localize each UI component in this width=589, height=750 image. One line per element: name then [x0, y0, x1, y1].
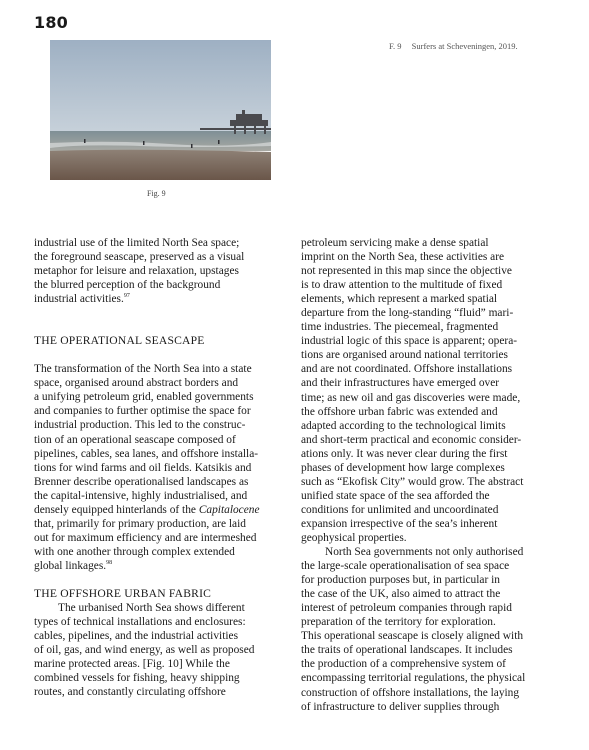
text-line: that, primarily for primary production, are laid	[34, 517, 246, 530]
sea	[50, 131, 271, 151]
text-line: industrial logic of this space is apparent; opera-	[301, 335, 518, 348]
text-line: the offshore urban fabric was extended and	[301, 405, 498, 418]
text-line: imprint on the North Sea, these activities are	[301, 251, 505, 264]
text-line: expansion irrespective of the sea’s inherent	[301, 517, 498, 530]
left-column	[34, 236, 296, 699]
text-line: types of technical installations and enclosures:	[34, 616, 246, 629]
text-line: Brenner describe operationalised landscapes as	[34, 475, 249, 488]
text-line: industrial use of the limited North Sea space;	[34, 237, 240, 249]
text-fragment: densely equipped hinterlands of the	[34, 503, 199, 516]
text-line	[34, 559, 296, 573]
text-line: petroleum servicing make a dense spatial	[301, 237, 489, 249]
text-line: construction of offshore installations, the laying	[301, 686, 520, 699]
text-line: such as “Ekofisk City” would grow. The abstract	[301, 475, 524, 488]
section-heading: THE OFFSHORE URBAN FABRIC	[34, 586, 212, 600]
right-column	[301, 236, 563, 714]
text-line: This operational seascape is closely aligned with	[301, 630, 524, 643]
text-line: the production of a comprehensive system of	[301, 658, 506, 671]
text-line: ations only. It was never clear during the first	[301, 447, 508, 460]
text-line	[34, 503, 296, 517]
text-line: the foreground seascape, preserved as a visual	[34, 251, 245, 264]
text-line: time; as new oil and gas discoveries were made,	[301, 391, 521, 404]
footnote-ref: 98	[106, 560, 113, 567]
figure-photo-beach-pier	[50, 40, 271, 180]
text-line: pipelines, cables, sea lanes, and offshore installa-	[34, 447, 259, 460]
text-line: is to draw attention to the multitude of fixed	[301, 279, 503, 292]
text-line: interest of petroleum companies through rapid	[301, 602, 512, 615]
section-heading: THE OPERATIONAL SEASCAPE	[34, 334, 205, 348]
beach	[50, 150, 271, 180]
text-line: the blurred perception of the background	[34, 279, 221, 292]
text-line: not represented in this map since the objective	[301, 265, 512, 278]
text-line: industrial production. This led to the construc-	[34, 419, 246, 432]
text-line: departure from the long-standing “fluid” mari-	[301, 307, 514, 320]
text-line: tions are organised around national territories	[301, 349, 508, 362]
text-line: with one another through complex extended	[34, 545, 235, 558]
text-fragment: global linkages.	[34, 559, 107, 572]
text-line: the capital-intensive, highly industrialised, and	[34, 489, 248, 502]
text-line: metaphor for leisure and relaxation, upstages	[34, 265, 239, 278]
text-line: conditions for unlimited and uncoordinated	[301, 503, 499, 516]
figure-label: Fig. 9	[147, 189, 166, 198]
figure-caption-number: F. 9	[389, 41, 402, 51]
text-line: preparation of the territory for exploration.	[301, 616, 496, 629]
photo-scene	[50, 40, 271, 180]
figure-caption	[389, 41, 518, 51]
text-line	[34, 292, 296, 306]
text-line: and short-term practical and economic consider-	[301, 433, 522, 446]
text-line: combined vessels for fishing, heavy shipping	[34, 672, 240, 685]
text-line: the case of the UK, also aimed to attract the	[301, 588, 501, 601]
text-line: for production purposes but, in particular in	[301, 574, 500, 587]
text-fragment: industrial activities.	[34, 293, 124, 306]
text-line: The transformation of the North Sea into a state	[34, 363, 252, 376]
text-line: routes, and constantly circulating offshore	[34, 686, 226, 699]
italic-term: Capitalocene	[198, 503, 260, 516]
text-line: marine protected areas. [Fig. 10] While the	[34, 658, 230, 671]
text-line: and are not coordinated. Offshore installations	[301, 363, 513, 376]
text-line: the traits of operational landscapes. It includes	[301, 644, 513, 657]
text-line: The urbanised North Sea shows different	[58, 602, 245, 615]
text-line: tion of an operational seascape composed of	[34, 433, 236, 446]
text-line: phases of development how large complexes	[301, 461, 505, 474]
text-line: encompassing territorial regulations, the physical	[301, 672, 526, 685]
page-number: 180	[34, 13, 68, 32]
figure-caption-text: Surfers at Scheveningen, 2019.	[411, 41, 518, 51]
text-line: adapted according to the technological limits	[301, 419, 506, 432]
text-line: elements, which represent a marked spatial	[301, 293, 498, 306]
text-line: North Sea governments not only authorised	[325, 546, 524, 559]
text-line: geophysical properties.	[301, 531, 407, 544]
text-line: unified state space of the sea afforded the	[301, 489, 490, 502]
text-line: and their infrastructures have emerged over	[301, 377, 500, 390]
text-line: tions for wind farms and oil fields. Katsikis and	[34, 461, 252, 474]
text-line: out for maximum efficiency and are intermeshed	[34, 531, 257, 544]
text-line: of oil, gas, and wind energy, as well as proposed	[34, 644, 255, 657]
text-line: time industries. The piecemeal, fragmented	[301, 321, 499, 334]
text-line: space, organised around abstract borders and	[34, 377, 239, 390]
text-line: of infrastructure to deliver supplies through	[301, 700, 500, 713]
footnote-ref: 97	[123, 293, 130, 300]
text-line: cables, pipelines, and the industrial activities	[34, 630, 239, 643]
text-line: and companies to further optimise the space for	[34, 405, 251, 418]
text-line: a unifying petroleum grid, enabled governments	[34, 391, 254, 404]
text-line: the large-scale operationalisation of sea space	[301, 560, 510, 573]
